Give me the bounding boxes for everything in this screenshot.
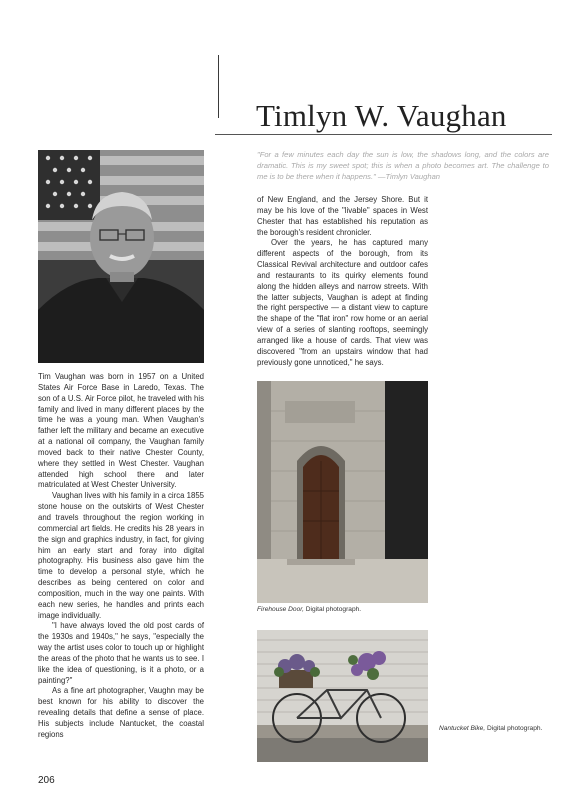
portrait-photo [38,150,204,363]
left-column-text [38,372,204,741]
pull-quote: "For a few minutes each day the sun is low, the shadows long, and the colors are dramatic. This is my sweet spot; this is when a photo becomes art. The challenge to me is to be there when it happens." —Timlyn Vaughan [257,150,549,182]
nantucket-bike-photo [257,630,428,762]
page-number: 206 [38,775,55,786]
vertical-rule [218,55,219,118]
caption-medium: Digital photograph. [485,725,543,732]
paragraph: Vaughan lives with his family in a circa 1855 stone house on the outskirts of West Chester and travels throughout the region working in commercial art fields. He credits his 28 years in the sign and graphics industry, in fact, for giving him an early start and foray into digital photography. His business also gave him the time to develop a personal style, which he describes as being centered on color and composition, much in the way one paints. With each new series, he handles and prints each image individually. [38,491,204,620]
caption-medium: Digital photograph. [303,606,362,613]
firehouse-door-photo [257,381,428,603]
paragraph: "I have always loved the old post cards of the 1930s and 1940s," he says, "especially the way the artist uses color to touch up or highlight the areas of the photo that he wants us to see. I like the idea of questioning, is it a photo, or a painting?" [38,621,204,685]
right-column-text [257,195,428,369]
caption-title: Nantucket Bike, [439,725,486,732]
caption-title: Firehouse Door, [257,606,304,613]
page-title: Timlyn W. Vaughan [256,98,507,133]
title-rule [215,134,552,135]
firehouse-door-caption [257,606,361,613]
paragraph: of New England, and the Jersey Shore. But it may be his love of the "livable" spaces in West Chester that has established his reputation as the borough's resident chronicler. [257,195,428,237]
paragraph: Tim Vaughan was born in 1957 on a United States Air Force Base in Laredo, Texas. The son of a U.S. Air Force pilot, he traveled with his family and lived in many different places by the time he was a young man. When Vaughan's father left the military and became an executive at a national oil company, the Vaughan family moved back to their native Chester County, where they settled in West Chester. Vaughan attended high school there and later matriculated at West Chester University. [38,372,204,490]
nantucket-bike-caption [439,725,542,732]
paragraph: As a fine art photographer, Vaughn may be best known for his ability to discover the revealing details that define a sense of place. His subjects include Nantucket, the coastal regions [38,686,204,739]
paragraph: Over the years, he has captured many different aspects of the borough, from its Classical Revival architecture and outdoor cafes and restaurants to its quirky elements found along the hidden alleys and narrow streets. With the latter subjects, Vaughan is adept at finding the right perspective — a distant view to capture the shape of the "flat iron" row home or an aerial view of a series of slanting rooftops, seemingly arranged like a house of cards. That view was discovered "from an upstairs window that had previously gone unnoticed," he says. [257,238,428,367]
